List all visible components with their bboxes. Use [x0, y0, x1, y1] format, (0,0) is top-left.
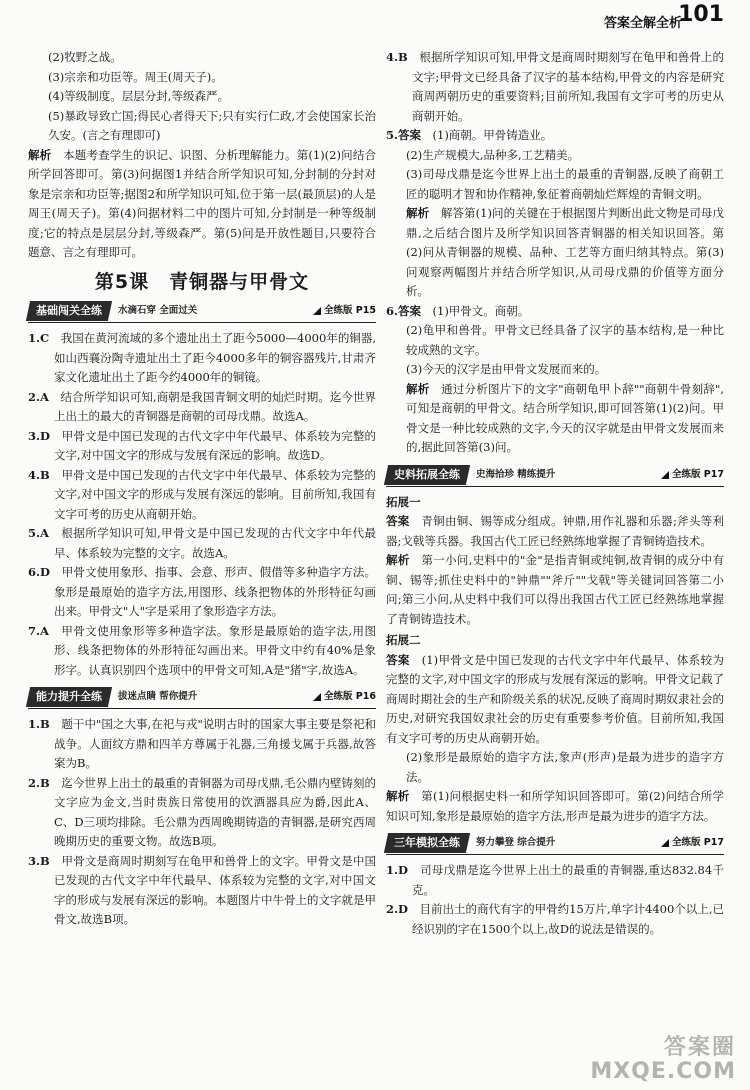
left-column — [28, 48, 376, 930]
answer-line: (2)牧野之战。 — [48, 50, 122, 64]
analysis-paragraph: 解析 通过分析图片下的文字"商朝龟甲卜辞""商朝牛骨刻辞",可知是商朝的甲骨文。结合所学知识,即可回答第(1)(2)问。甲骨文是一种比较成熟的文字,今天的汉字就是由甲骨文发展而来的,据此回答第(3)问。 — [406, 381, 725, 454]
answer-line: (3)今天的汉字是由甲骨文发展而来的。 — [406, 362, 607, 376]
answer-item: 3.D 甲骨文是中国已发现的古代文字中年代最早、体系较为完整的文字,对中国文字的形成与发展有深远的影响。故选D。 — [28, 428, 377, 462]
answer-item: 2.D 目前出土的商代有字的甲骨约15万片,单字计4400个以上,已经识别的字在1500个以上,故D的说法是错误的。 — [386, 902, 724, 936]
page-number: 101 — [678, 2, 724, 27]
watermark-line2: MXQE.COM — [590, 1059, 736, 1084]
section-tag: 史料拓展全练 — [384, 465, 470, 485]
section-ref: 全练版 P15 — [313, 301, 376, 321]
section-ref: 全练版 P16 — [313, 687, 376, 707]
answer-item: 1.D 司母戊鼎是迄今世界上出土的最重的青铜器,重达832.84千克。 — [386, 863, 724, 897]
section-ref: 全练版 P17 — [661, 465, 724, 485]
section-subtitle: 拔迷点睛 帮你提升 — [118, 691, 198, 703]
section-ref: 全练版 P17 — [661, 833, 724, 853]
analysis-paragraph: 解析 解答第(1)问的关键在于根据图片判断出此文物是司母戊鼎,之后结合图片及所学知识回答青铜器的相关知识回答。第(2)问从青铜器的规模、品种、工艺等方面归纳其特点。第(3)问观察两幅图片并结合所学知识,从司母戊鼎的价值等方面分析。 — [406, 206, 725, 298]
analysis-text: 本题考查学生的识记、识图、分析理解能力。第(1)(2)问结合所学回答即可。第(3)问据图1并结合所学知识可知,分封制的分封对象是宗亲和功臣等;据图2和所学知识可知,位于第一层(最顶层)的人是周王(周天子)。第(4)问据材料二中的图片可知,分封制是一种等级制度;它的特点是层层分封,等级森严。第(5)问是开放性题目,只要符合题意、言之有理即可。 — [28, 147, 377, 259]
section-bar-basic — [28, 300, 376, 323]
answer-item: 2.B 迄今世界上出土的最重的青铜器为司母戊鼎,毛公鼎内壁铸刻的文字应为金文,当时贵族日常使用的饮酒器具应为爵,因此A、C、D三项均排除。毛公鼎为西周晚期铸造的青铜器,是研究西周晚期历史的重要文物。故选B项。 — [28, 775, 377, 848]
section-subtitle: 努力攀登 综合提升 — [476, 837, 556, 849]
answer-line: (3)宗亲和功臣等。周王(周天子)。 — [48, 69, 223, 84]
triangle-icon — [313, 307, 321, 315]
extension-answer: 答案 青铜由铜、锡等成分组成。钟鼎,用作礼器和乐器;斧头等利器;戈戟等兵器。我国古代工匠已经熟练地掌握了青铜铸造技术。 — [386, 514, 725, 548]
answer-item: 4.B 根据所学知识可知,甲骨文是商周时期刻写在龟甲和兽骨上的文字;甲骨文已经具备了汉字的基本结构,甲骨文的内容是研究商周两朝历史的重要资料;目前所知,我国有文字可考的历史从商朝开始。 — [386, 50, 725, 123]
lesson-title: 第5课 青铜器与甲骨文 — [94, 270, 310, 293]
triangle-icon — [313, 693, 321, 701]
answer-item: 5.A 根据所学知识可知,甲骨文是中国已发现的古代文字中年代最早、体系较为完整的文字。故选A。 — [28, 526, 376, 560]
section-subtitle: 史海拾珍 精练提升 — [476, 468, 556, 480]
analysis-paragraph — [28, 146, 376, 263]
extension-analysis: 解析 第(1)问根据史料一和所学知识回答即可。第(2)问结合所学知识可知,象形是最原始的造字方法,形声是最为进步的造字方法。 — [386, 789, 725, 823]
section-bar-mock — [386, 832, 724, 855]
triangle-icon — [661, 839, 669, 847]
q6-answer-header: 6.答案 (1)甲骨文。商朝。 — [386, 303, 530, 318]
answer-item: 3.B 甲骨文是商周时期刻写在龟甲和兽骨上的文字。甲骨文是中国已发现的古代文字中年代最早、体系较为完整的文字,对中国文字的形成与发展有深远的影响。本题图片中牛骨上的文字就是甲骨文,故选B项。 — [28, 853, 377, 926]
watermark-line1: 答案圈 — [663, 1035, 736, 1060]
section-tag: 基础闯关全练 — [26, 301, 112, 321]
right-column — [386, 48, 724, 939]
extension-answer-2: (2)象形是最原始的造字方法,象声(形声)是最为进步的造字方法。 — [406, 750, 724, 784]
answer-item: 1.C 我国在黄河流域的多个遗址出土了距今5000—4000年的铜器,如山西襄汾陶寺遗址出土了距今4000多年的铜容器残片,甘肃齐家文化遗址出土了距今约4000年的铜镜。 — [28, 331, 377, 384]
section-subtitle: 水滴石穿 全面过关 — [118, 305, 198, 317]
q5-answer-header: 5.答案 (1)商朝。甲骨铸造业。 — [386, 128, 553, 142]
extension-title: 拓展二 — [386, 633, 421, 647]
header-label: 答案全解全析 — [603, 16, 682, 31]
analysis-label: 解析 — [28, 147, 52, 162]
answer-item: 7.A 甲骨文使用象形等多种造字法。象形是最原始的造字法,用图形、线条把物体的外形特征勾画出来。甲骨文中约有40%是象形字。认真识别四个选项中的甲骨文可知,A是"猪"字,故选A。 — [28, 623, 376, 677]
answer-line: (3)司母戊鼎是迄今世界上出土的最重的青铜器,反映了商朝工匠的聪明才智和协作精神,象征着商朝灿烂辉煌的青铜文明。 — [406, 167, 724, 201]
triangle-icon — [661, 471, 669, 479]
answer-item: 6.D 甲骨文使用象形、指事、会意、形声、假借等多种造字方法。象形是最原始的造字方法,用图形、线条把物体的外形特征勾画出来。甲骨文"人"字是采用了象形造字方法。 — [28, 565, 377, 618]
answer-item: 2.A 结合所学知识可知,商朝是我国青铜文明的灿烂时期。迄今世界上出土的最大的青铜器是商朝的司母戊鼎。故选A。 — [28, 389, 377, 423]
section-bar-source — [386, 464, 724, 487]
answer-item: 4.B 甲骨文是中国已发现的古代文字中年代最早、体系较为完整的文字,对中国文字的形成与发展有深远的影响。目前所知,我国有文字可考的历史从商朝开始。 — [28, 467, 377, 521]
section-tag: 能力提升全练 — [26, 687, 112, 707]
extension-answer: 答案 (1)甲骨文是中国已发现的古代文字中年代最早、体系较为完整的文字,对中国文字的形成与发展有深远的影响。甲骨文记载了商周时期社会的生产和阶级关系的状况,反映了商周时期奴隶社会的历史,对研究我国奴隶社会的历史有重要参考价值。目前所知,我国有文字可考的历史从商朝开始。 — [386, 652, 725, 745]
extension-title: 拓展一 — [386, 494, 421, 509]
section-tag: 三年模拟全练 — [384, 833, 470, 853]
answer-line: (2)生产规模大,品种多,工艺精美。 — [406, 147, 580, 162]
watermark-logo — [590, 1036, 736, 1084]
extension-analysis: 解析 第一小问,史料中的"金"是指青铜或纯铜,故青铜的成分中有铜、锡等;抓住史料中的"钟鼎""斧斤""戈戟"等关键词回答第二小问;第三小问,从史料中我们可以得出我国古代工匠已经熟练地掌握了青铜铸造技术。 — [386, 553, 725, 626]
answer-item: 1.B 题干中"国之大事,在祀与戎"说明古时的国家大事主要是祭祀和战争。人面纹方鼎和四羊方尊属于礼器,三角援戈属于兵器,故答案为B。 — [28, 717, 377, 770]
answer-line: (5)暴政导致亡国;得民心者得天下;只有实行仁政,才会使国家长治久安。(言之有理即可) — [48, 108, 376, 142]
page-header — [0, 0, 750, 48]
answer-line: (4)等级制度。层层分封,等级森严。 — [48, 89, 229, 103]
answer-line: (2)龟甲和兽骨。甲骨文已经具备了汉字的基本结构,是一种比较成熟的文字。 — [406, 323, 724, 357]
section-bar-ability — [28, 686, 376, 709]
